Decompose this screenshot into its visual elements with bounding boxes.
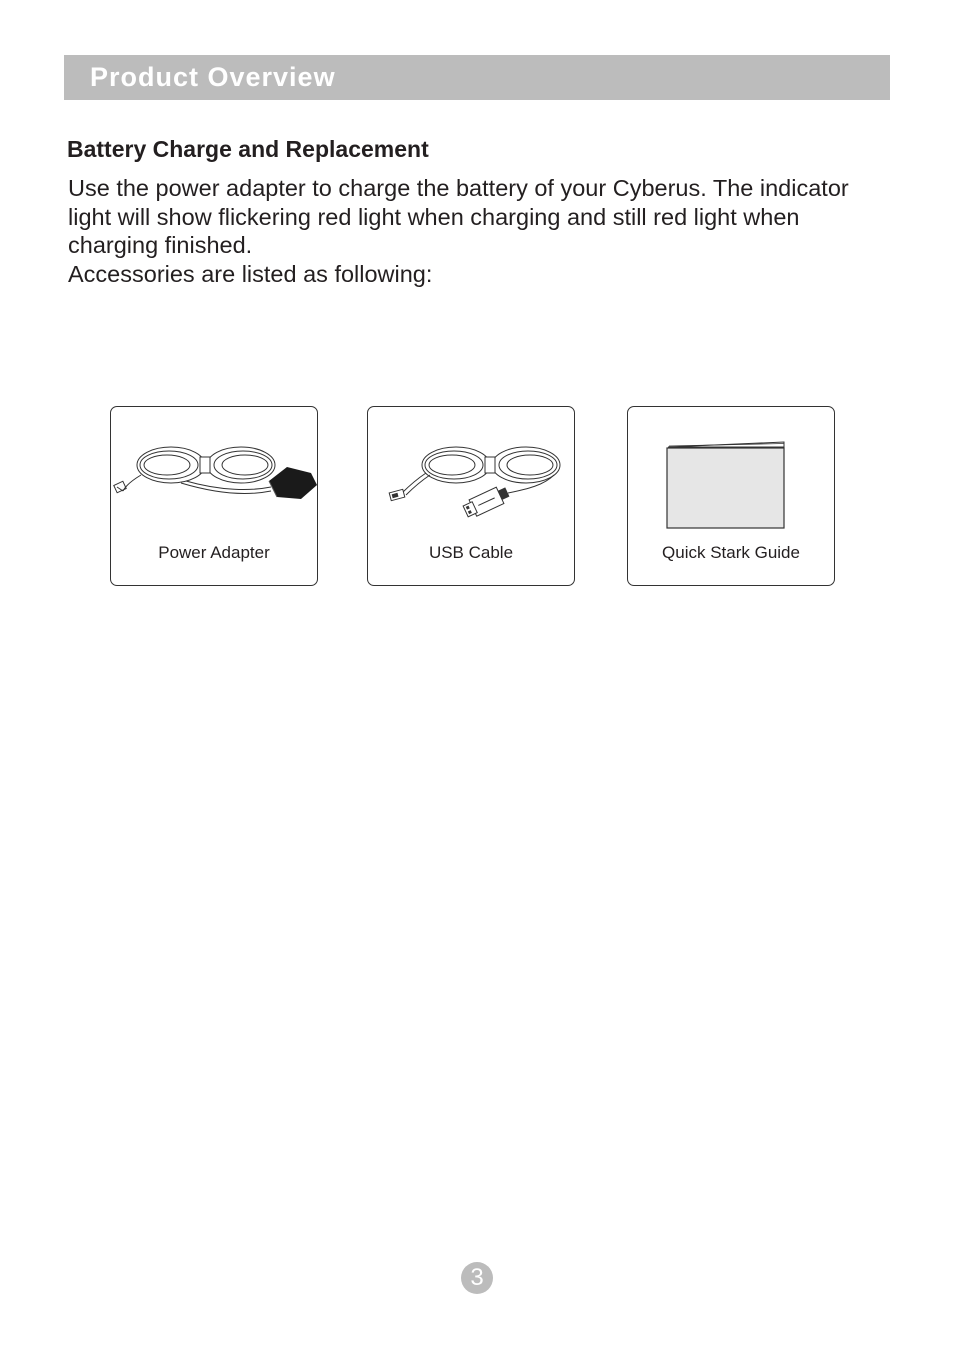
guide-booklet-icon bbox=[628, 407, 836, 537]
section-heading: Battery Charge and Replacement bbox=[67, 136, 429, 162]
body-text bbox=[68, 174, 868, 289]
accessory-label: Power Adapter bbox=[158, 543, 270, 562]
power-adapter-icon bbox=[111, 407, 319, 537]
accessory-label: Quick Stark Guide bbox=[662, 543, 800, 562]
accessory-card-usb-cable bbox=[367, 406, 575, 586]
page-number: 3 bbox=[461, 1262, 493, 1294]
header-bar bbox=[64, 55, 890, 100]
paragraph-charging: Use the power adapter to charge the battery of your Cyberus. The indicator light will show flickering red light when charging and still red light when charging finished. bbox=[68, 175, 849, 259]
page-title: Product Overview bbox=[90, 62, 336, 92]
usb-cable-icon bbox=[368, 407, 576, 537]
paragraph-accessories: Accessories are listed as following: bbox=[68, 261, 433, 288]
accessory-card-power-adapter bbox=[110, 406, 318, 586]
accessory-label: USB Cable bbox=[428, 543, 514, 562]
accessory-card-quick-guide bbox=[627, 406, 835, 586]
